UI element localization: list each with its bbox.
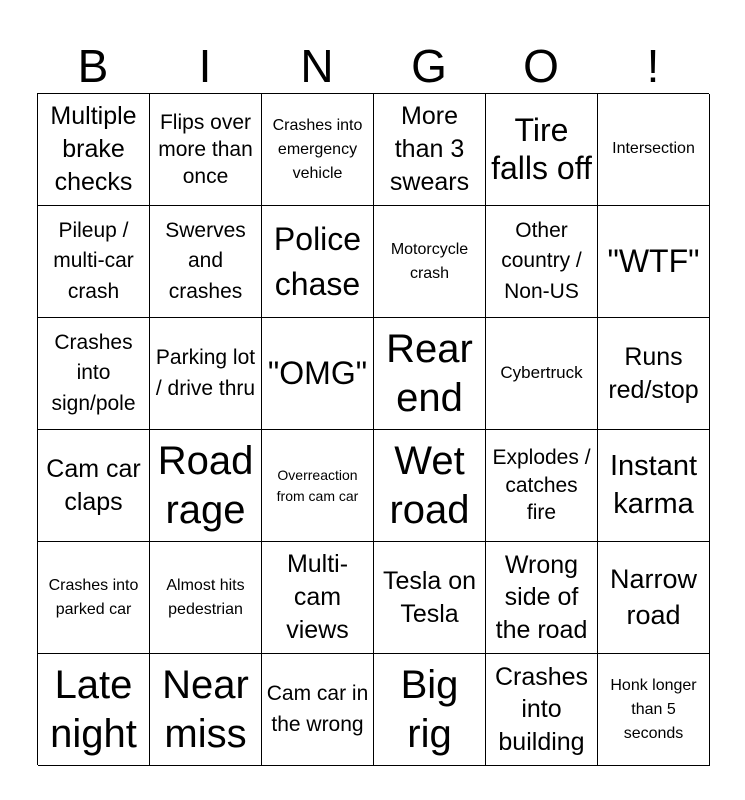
header-letter-g: G (411, 40, 447, 92)
bingo-cell[interactable] (150, 206, 262, 318)
cell-label: Runs red/stop (608, 343, 699, 404)
bingo-cell[interactable] (486, 654, 598, 766)
bingo-grid (37, 93, 709, 765)
cell-label: Intersection (612, 140, 695, 158)
bingo-cell[interactable] (38, 94, 150, 206)
header-letter-b: B (77, 40, 109, 92)
bingo-cell[interactable] (374, 542, 486, 654)
cell-label: Tire falls off (491, 111, 592, 186)
bingo-cell[interactable] (598, 654, 710, 766)
cell-label: Explodes / catches fire (492, 445, 591, 525)
bingo-cell[interactable] (598, 318, 710, 430)
bingo-cell[interactable] (486, 94, 598, 206)
cell-label: Crashes into building (494, 662, 589, 756)
bingo-cell[interactable] (150, 94, 262, 206)
bingo-cell[interactable] (486, 542, 598, 654)
bingo-cell[interactable] (598, 206, 710, 318)
header-letter-i: I (198, 40, 212, 92)
cell-label: Flips over more than once (158, 110, 253, 189)
cell-label: Other country / Non-US (501, 219, 582, 303)
bingo-cell[interactable] (38, 654, 150, 766)
header-letter-exclamation: ! (646, 40, 660, 92)
bingo-cell[interactable] (150, 430, 262, 542)
bingo-cell[interactable] (150, 654, 262, 766)
bingo-cell[interactable] (486, 318, 598, 430)
cell-label: Crashes into parked car (48, 576, 139, 618)
cell-label: Wrong side of the road (495, 550, 588, 644)
cell-label: Multi-cam views (286, 550, 349, 644)
bingo-cell[interactable] (374, 94, 486, 206)
cell-label: Near miss (162, 662, 249, 756)
bingo-cell[interactable] (598, 430, 710, 542)
cell-label: Big rig (400, 662, 459, 756)
bingo-cell[interactable] (38, 542, 150, 654)
bingo-cell[interactable] (38, 430, 150, 542)
cell-label: Rear end (386, 326, 473, 420)
bingo-cell[interactable] (262, 94, 374, 206)
bingo-cell[interactable] (262, 654, 374, 766)
cell-label: More than 3 swears (389, 102, 470, 196)
bingo-cell[interactable] (262, 206, 374, 318)
cell-label: "WTF" (607, 242, 700, 279)
cell-label: Swerves and crashes (165, 219, 246, 303)
bingo-cell[interactable] (374, 318, 486, 430)
cell-label: Overreaction from cam car (276, 467, 359, 504)
bingo-cell[interactable] (486, 430, 598, 542)
bingo-cell[interactable] (262, 318, 374, 430)
cell-label: Narrow road (609, 563, 697, 630)
cell-label: "OMG" (267, 354, 368, 391)
cell-label: Late night (50, 662, 137, 756)
cell-label: Cybertruck (500, 363, 583, 383)
bingo-cell[interactable] (150, 542, 262, 654)
cell-label: Road rage (157, 438, 254, 532)
bingo-cell[interactable] (262, 542, 374, 654)
cell-label: Almost hits pedestrian (166, 576, 245, 618)
cell-label: Tesla on Tesla (382, 566, 477, 628)
cell-label: Wet road (389, 438, 470, 532)
bingo-cell[interactable] (374, 654, 486, 766)
header-letter-o: O (523, 40, 559, 92)
bingo-cell[interactable] (486, 206, 598, 318)
bingo-cell[interactable] (38, 318, 150, 430)
bingo-cell[interactable] (262, 430, 374, 542)
bingo-cell[interactable] (598, 542, 710, 654)
bingo-cell[interactable] (374, 206, 486, 318)
cell-label: Multiple brake checks (50, 102, 137, 196)
bingo-header (37, 38, 709, 94)
bingo-cell[interactable] (374, 430, 486, 542)
cell-label: Crashes into sign/pole (51, 331, 136, 415)
cell-label: Parking lot / drive thru (155, 346, 256, 400)
bingo-cell[interactable] (150, 318, 262, 430)
cell-label: Cam car in the wrong (266, 682, 369, 736)
cell-label: Cam car claps (46, 454, 141, 516)
header-letter-n: N (300, 40, 334, 92)
cell-label: Motorcycle crash (390, 240, 469, 282)
bingo-cell[interactable] (38, 206, 150, 318)
bingo-cell[interactable] (598, 94, 710, 206)
cell-label: Honk longer than 5 seconds (610, 676, 697, 742)
cell-label: Instant karma (609, 449, 698, 520)
cell-label: Police chase (273, 221, 362, 302)
cell-label: Crashes into emergency vehicle (272, 116, 363, 182)
cell-label: Pileup / multi-car crash (53, 219, 134, 303)
